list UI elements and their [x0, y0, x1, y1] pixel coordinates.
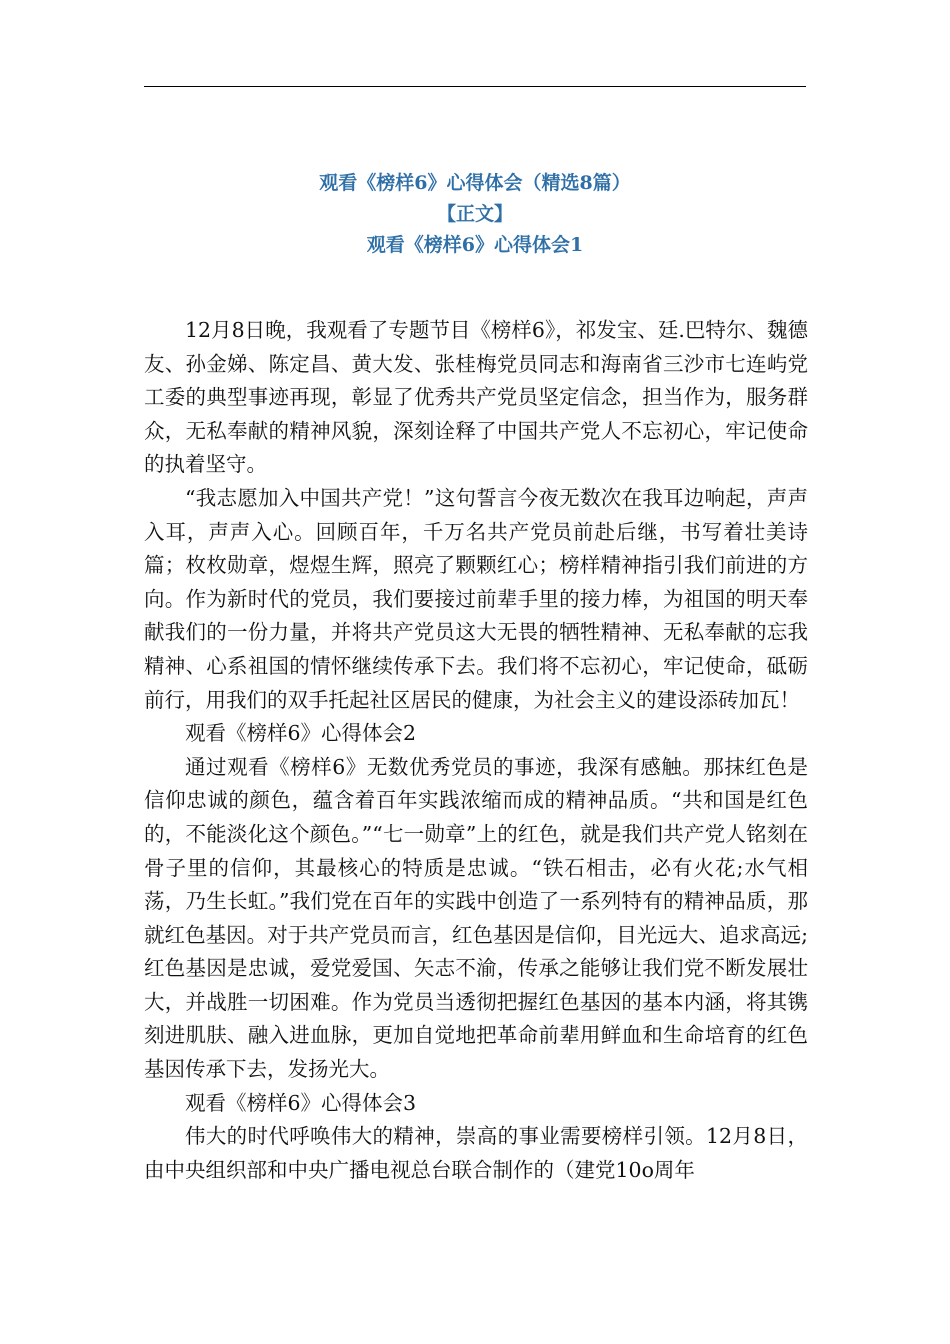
title-block — [144, 168, 806, 261]
paragraph: 通过观看《榜样6》无数优秀党员的事迹，我深有感触。那抹红色是信仰忠诚的颜色，蕴含着百年实践浓缩而成的精神品质。“共和国是红色的，不能淡化这个颜色。”“七一勋章”上的红色，就是我们共产党人铭刻在骨子里的信仰，其最核心的特质是忠诚。“铁石相击，必有火花;水气相荡，乃生长虹。”我们党在百年的实践中创造了一系列特有的精神品质，那就红色基因。对于共产党员而言，红色基因是信仰，目光远大、追求高远;红色基因是忠诚，爱党爱国、矢志不渝，传承之能够让我们党不断发展壮大，并战胜一切困难。作为党员当透彻把握红色基因的基本内涵，将其镌刻进肌肤、融入进血脉，更加自觉地把革命前辈用鲜血和生命培育的红色基因传承下去，发扬光大。 — [144, 754, 808, 1082]
paragraph: “我志愿加入中国共产党！”这句誓言今夜无数次在我耳边响起，声声入耳，声声入心。回顾百年，千万名共产党员前赴后继，书写着壮美诗篇；枚枚勋章，煜煜生辉，照亮了颗颗红心；榜样精神指引我们前进的方向。作为新时代的党员，我们要接过前辈手里的接力棒，为祖国的明天奉献我们的一份力量，并将共产党员这大无畏的牺牲精神、无私奉献的忘我精神、心系祖国的情怀继续传承下去。我们将不忘初心，牢记使命，砥砺前行，用我们的双手托起社区居民的健康，为社会主义的建设添砖加瓦！ — [144, 485, 808, 712]
body-text — [144, 314, 808, 1187]
section-heading: 观看《榜样6》心得体会1 — [366, 234, 584, 256]
paragraph: 12月8日晚，我观看了专题节目《榜样6》，祁发宝、廷.巴特尔、魏德友、孙金娣、陈定昌、黄大发、张桂梅党员同志和海南省三沙市七连屿党工委的典型事迹再现，彰显了优秀共产党员坚定信念，担当作为，服务群众，无私奉献的精神风貌，深刻诠释了中国共产党人不忘初心，牢记使命的执着坚守。 — [144, 318, 808, 477]
subsection-heading: 观看《榜样6》心得体会2 — [185, 721, 417, 746]
paragraph: 伟大的时代呼唤伟大的精神，崇高的事业需要榜样引领。12月8日，由中央组织部和中央广播电视总台联合制作的（建党10o周年 — [144, 1124, 808, 1182]
subsection-heading: 观看《榜样6》心得体会3 — [185, 1090, 417, 1115]
section-label: 【正文】 — [436, 203, 513, 225]
header-rule — [144, 86, 806, 87]
document-title: 观看《榜样6》心得体会（精选8篇） — [319, 172, 631, 194]
